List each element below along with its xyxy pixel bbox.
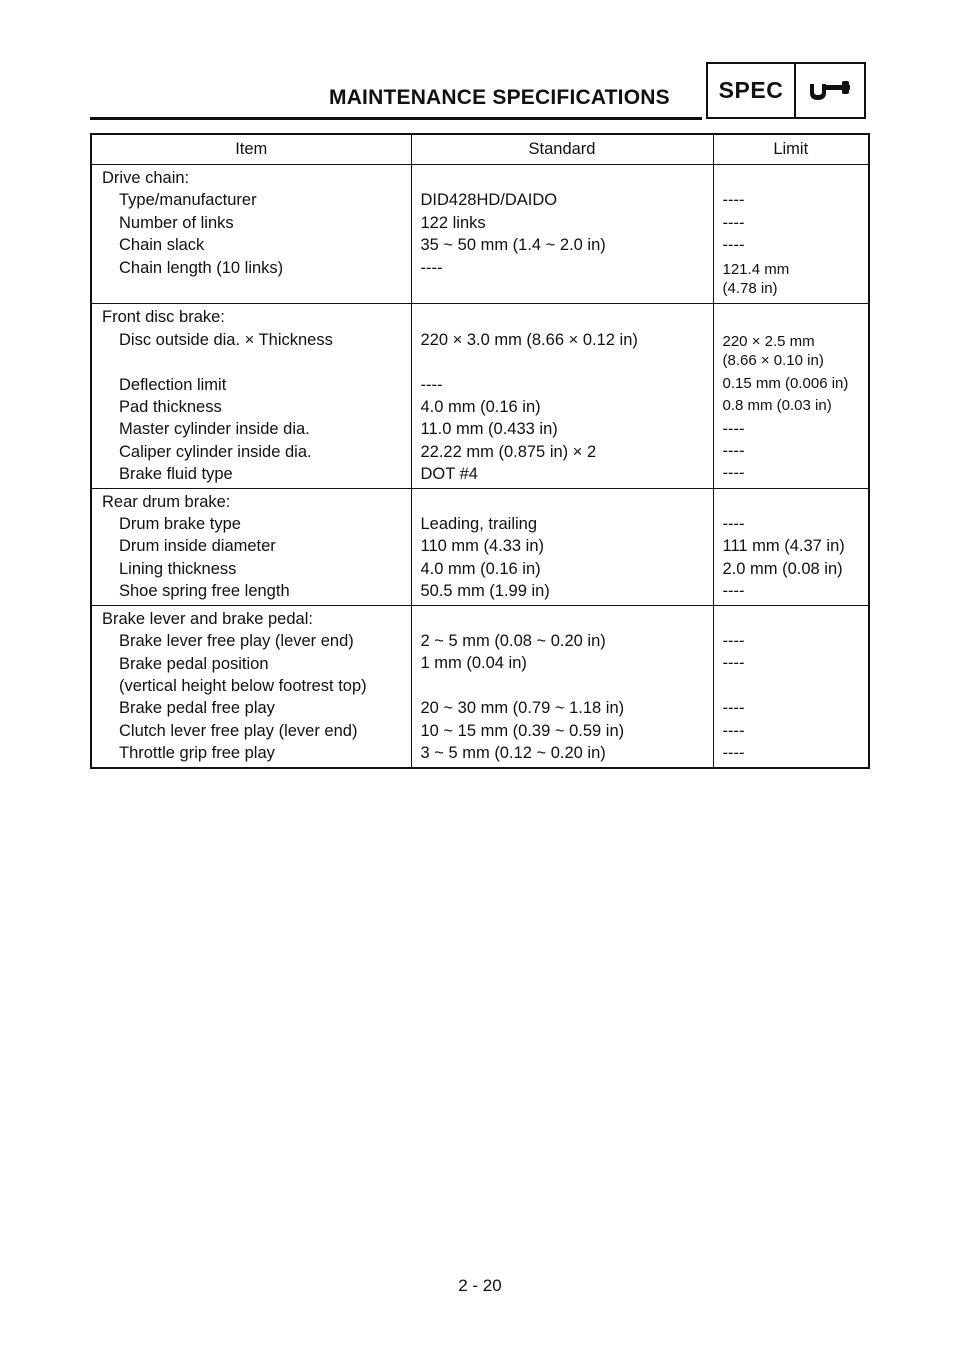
limit-value: 0.15 mm (0.006 in) <box>722 374 849 392</box>
limit-column <box>713 165 869 304</box>
limit-value: ---- <box>722 744 745 763</box>
standard-value: 11.0 mm (0.433 in) <box>420 420 558 439</box>
limit-value: ---- <box>722 213 745 232</box>
standard-column <box>411 605 713 767</box>
wrench-icon <box>796 64 864 117</box>
standard-value: ---- <box>420 375 443 394</box>
item-label: Drum inside diameter <box>119 537 276 556</box>
item-label: Brake fluid type <box>119 465 233 484</box>
group-title: Drive chain: <box>102 169 190 187</box>
column-header-standard: Standard <box>411 134 713 165</box>
limit-column <box>713 304 869 488</box>
standard-column <box>411 488 713 605</box>
item-label-continued: (vertical height below footrest top) <box>119 676 367 695</box>
item-label: Lining thickness <box>119 559 237 578</box>
item-label: Master cylinder inside dia. <box>119 420 310 439</box>
item-label: Deflection limit <box>119 375 227 394</box>
spec-badge <box>706 62 866 119</box>
limit-value: ---- <box>722 582 745 601</box>
limit-value-continued: (4.78 in) <box>722 279 778 297</box>
item-label: Shoe spring free length <box>119 582 290 601</box>
limit-value: 121.4 mm <box>722 260 790 278</box>
spec-group-drive-chain <box>91 165 869 304</box>
maintenance-spec-table <box>90 133 870 769</box>
spec-label: SPEC <box>708 64 796 117</box>
limit-value: 111 mm (4.37 in) <box>722 537 845 556</box>
standard-value: 122 links <box>420 213 486 232</box>
item-label: Brake pedal position <box>119 654 269 673</box>
standard-value: DID428HD/DAIDO <box>420 191 558 210</box>
spec-group-front-disc-brake <box>91 304 869 488</box>
group-title: Rear drum brake: <box>102 492 231 511</box>
limit-value: ---- <box>722 464 745 483</box>
standard-value: DOT #4 <box>420 465 478 484</box>
standard-value: 110 mm (4.33 in) <box>420 537 544 556</box>
column-header-limit: Limit <box>713 134 869 165</box>
item-column <box>91 488 411 605</box>
page-number: 2 - 20 <box>458 1276 502 1295</box>
limit-value: ---- <box>722 632 745 651</box>
group-title: Brake lever and brake pedal: <box>102 609 313 628</box>
standard-value: 10 ~ 15 mm (0.39 ~ 0.59 in) <box>420 721 625 740</box>
item-label: Drum brake type <box>119 515 241 534</box>
item-label: Number of links <box>119 213 234 232</box>
standard-value: 4.0 mm (0.16 in) <box>420 398 541 417</box>
standard-value: ---- <box>420 258 443 277</box>
standard-value: 35 ~ 50 mm (1.4 ~ 2.0 in) <box>420 236 606 255</box>
limit-value: ---- <box>722 699 745 718</box>
item-column <box>91 165 411 304</box>
column-header-item: Item <box>91 134 411 165</box>
standard-value: 2 ~ 5 mm (0.08 ~ 0.20 in) <box>420 632 606 651</box>
limit-value: ---- <box>722 442 745 461</box>
standard-value: 20 ~ 30 mm (0.79 ~ 1.18 in) <box>420 699 625 718</box>
item-label: Pad thickness <box>119 398 222 417</box>
standard-value: 3 ~ 5 mm (0.12 ~ 0.20 in) <box>420 744 606 763</box>
item-label: Brake lever free play (lever end) <box>119 632 354 651</box>
limit-value: 2.0 mm (0.08 in) <box>722 559 843 578</box>
standard-value: 50.5 mm (1.99 in) <box>420 582 550 601</box>
item-label: Brake pedal free play <box>119 699 275 718</box>
item-label: Clutch lever free play (lever end) <box>119 721 358 740</box>
standard-value: 220 × 3.0 mm (8.66 × 0.12 in) <box>420 330 638 349</box>
limit-value: 220 × 2.5 mm <box>722 332 815 350</box>
item-label: Caliper cylinder inside dia. <box>119 442 312 461</box>
item-label: Chain slack <box>119 236 205 255</box>
standard-value: Leading, trailing <box>420 515 537 534</box>
standard-value: 22.22 mm (0.875 in) × 2 <box>420 442 597 461</box>
group-title: Front disc brake: <box>102 308 225 327</box>
limit-value-continued: (8.66 × 0.10 in) <box>722 351 824 369</box>
item-label: Chain length (10 links) <box>119 258 284 277</box>
page-title: MAINTENANCE SPECIFICATIONS <box>329 86 670 109</box>
item-label: Throttle grip free play <box>119 744 275 763</box>
table-header-row <box>91 134 869 165</box>
item-label: Type/manufacturer <box>119 191 257 210</box>
standard-value: 4.0 mm (0.16 in) <box>420 559 541 578</box>
limit-column <box>713 488 869 605</box>
limit-value: 0.8 mm (0.03 in) <box>722 397 832 415</box>
limit-value: ---- <box>722 419 745 438</box>
standard-value: 1 mm (0.04 in) <box>420 654 527 673</box>
limit-value: ---- <box>722 654 745 673</box>
limit-column <box>713 605 869 767</box>
standard-column <box>411 165 713 304</box>
item-label: Disc outside dia. × Thickness <box>119 330 333 349</box>
limit-value: ---- <box>722 236 745 255</box>
header-rule <box>90 117 702 120</box>
item-column <box>91 605 411 767</box>
limit-value: ---- <box>722 191 745 210</box>
limit-value: ---- <box>722 515 745 534</box>
limit-value: ---- <box>722 721 745 740</box>
spec-group-rear-drum-brake <box>91 488 869 605</box>
spec-group-brake-lever-pedal <box>91 605 869 767</box>
item-column <box>91 304 411 488</box>
standard-column <box>411 304 713 488</box>
